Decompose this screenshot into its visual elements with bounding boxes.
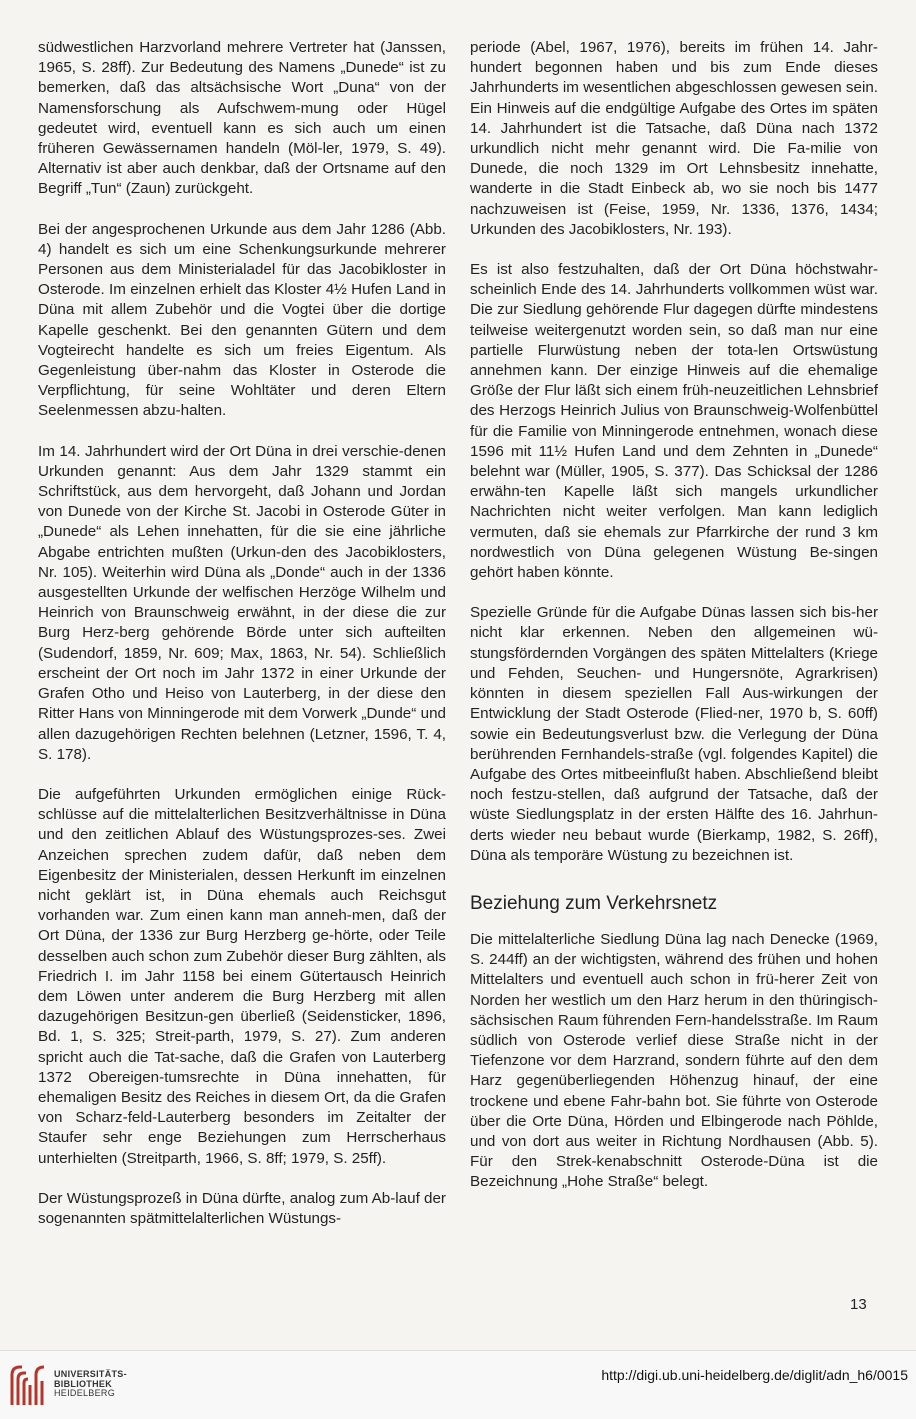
library-logo-icon[interactable] [8, 1361, 48, 1407]
page-number: 13 [850, 1296, 867, 1313]
paragraph: Bei der angesprochenen Urkunde aus dem Jahr 1286 (Abb. 4) handelt es sich um eine Schenkungsurkunde mehrerer Personen aus dem Ministerialadel für das Jacobikloster in Osterode. Im einzelnen erhielt das Kloster 4½ Hufen Land in Düna mit allem Zubehör und die Vogtei über die dortige Kapelle geschenkt. Bei den genannten Gütern und dem Vogteirecht handelte es sich um freies Eigentum. Als Gegenleistung über-nahm das Kloster in Osterode die Verpflichtung, für seine Wohltäter und deren Eltern Seelenmessen abzu-halten. [38, 220, 446, 420]
paragraph: Im 14. Jahrhundert wird der Ort Düna in drei verschie-denen Urkunden genannt: Aus dem Jahr 1329 stammt ein Schriftstück, aus dem hervorgeht, daß Johann und Jordan von Dunede von der Kirche St. Jacobi in Osterode Güter in „Dunede“ als Lehen innehatten, für die sie eine jährliche Abgabe entrichten mußten (Urkun-den des Jacobiklosters, Nr. 105). Weiterhin wird Düna als „Donde“ auch in der 1336 ausgestellten Urkunde der welfischen Herzöge Wilhelm und Heinrich von Braunschweig erwähnt, in der diese die zur Burg Herz-berg gehörende Börde unter sich aufteilten (Sudendorf, 1859, Nr. 609; Max, 1863, Nr. 54). Schließlich erscheint der Ort noch im Jahr 1372 in einer Urkunde der Grafen Otho und Heiso von Lauterberg, in der diese den Ritter Hans von Minningerode mit dem Vorwerk „Dunde“ und allen dazugehörigen Rechten belehnen (Letzner, 1596, T. 4, S. 178). [38, 442, 446, 763]
paragraph: periode (Abel, 1967, 1976), bereits im frühen 14. Jahr-hundert begonnen haben und bis zum Ende dieses Jahrhunderts im wesentlichen abgeschlossen gewesen sein. Ein Hinweis auf die endgültige Aufgabe des Ortes im späten 14. Jahrhundert ist die Tatsache, daß Düna nach 1372 urkundlich nicht mehr genannt wird. Die Fa-milie von Dunede, die noch 1329 im Ort Lehnsbesitz innehatte, wanderte in die Stadt Einbeck ab, wo sie noch bis 1477 nachzuweisen ist (Feise, 1959, Nr. 1336, 1376, 1434; Urkunden des Jacobiklosters, Nr. 193). [470, 39, 878, 238]
library-name: UNIVERSITÄTS- BIBLIOTHEK HEIDELBERG [54, 1369, 127, 1398]
paragraph: Der Wüstungsprozeß in Düna dürfte, analog zum Ab-lauf der sogenannten spätmittelalterlichen Wüstungs- [38, 1189, 446, 1227]
paragraph: Die mittelalterliche Siedlung Düna lag nach Denecke (1969, S. 244ff) an der wichtigsten, während des frühen und hohen Mittelalters und eventuell auch schon in frü-herer Zeit von Norden her westlich um den Harz herum in den thüringisch-sächsischen Raum führenden Fern-handelsstraße. Im Raum südlich von Osterode verlief diese Straße nicht in der Tiefenzone vor dem Harzrand, sondern führte auf den dem Harz gegenüberliegenden Höhenzug hinauf, der eine trockene und ebene Fahr-bahn bot. Sie führte von Osterode über die Orte Düna, Hörden und Elbingerode nach Pöhlde, und von dort aus weiter in Richtung Nordhausen (Abb. 5). Für den Strek-kenabschnitt Osterode-Düna ist die Bezeichnung „Hohe Straße“ belegt. [470, 930, 878, 1191]
section-heading: Beziehung zum Verkehrsnetz [470, 892, 718, 914]
left-column [38, 38, 446, 1249]
paragraph: Spezielle Gründe für die Aufgabe Dünas lassen sich bis-her nicht klar erkennen. Neben den allgemeinen wü-stungsfördernden Vorgängen des späten Mittelalters (Kriege und Fehden, Seuchen- und Hungersnöte, Agrarkrisen) könnten in diesem speziellen Fall Aus-wirkungen der Entwicklung der Stadt Osterode (Flied-ner, 1970 b, S. 60ff) sowie ein Bedeutungsverlust bzw. die Verlegung der Düna berührenden Fernhandels-straße (vgl. folgendes Kapitel) die Aufgabe des Ortes mitbeeinflußt haben. Abschließend bleibt noch festzu-stellen, daß aufgrund der Tatsache, daß der wüste Siedlungsplatz in der ersten Hälfte des 16. Jahrhun-derts wieder neu bebaut wurde (Bierkamp, 1982, S. 26ff), Düna als temporäre Wüstung zu bezeichnen ist. [470, 604, 878, 864]
paragraph: Es ist also festzuhalten, daß der Ort Düna höchstwahr-scheinlich Ende des 14. Jahrhunderts vollkommen wüst war. Die zur Siedlung gehörende Flur dagegen dürfte mindestens teilweise weitergenutzt worden sein, so daß man nur eine partielle Flurwüstung neben der tota-len Ortswüstung annehmen kann. Der einzige Hinweis auf die ehemalige Größe der Flur läßt sich einem früh-neuzeitlichen Lehnsbrief des Herzogs Heinrich Julius von Braunschweig-Wolfenbüttel für die Familie von Minningerode entnehmen, wonach diese 1596 mit 11½ Hufen Land und dem Zehnten in „Dunede“ belehnt war (Müller, 1905, S. 377). Das Schicksal der 1286 erwähn-ten Kapelle läßt sich mangels urkundlicher Nachrichten nicht weiter verfolgen. Man kann lediglich vermuten, daß sie ehemals zur Pfarrkirche der rund 3 km nordwestlich von Düna gelegenen Wüstung Be-singen gehört haben könnte. [470, 261, 878, 582]
footer-bar [0, 1350, 916, 1419]
paragraph: südwestlichen Harzvorland mehrere Vertreter hat (Janssen, 1965, S. 28ff). Zur Bedeutung des Namens „Dunede“ ist zu bemerken, daß das altsächsische Wort „Duna“ von der Namensforschung als Aufschwem-mung oder Hügel gedeutet wird, eventuell kann es sich auch um einen früheren Gewässernamen handeln (Möl-ler, 1979, S. 49). Alternativ ist aber auch denkbar, daß der Ortsname auf den Begriff „Tun“ (Zaun) zurückgeht. [38, 39, 446, 198]
right-column [470, 38, 878, 1213]
paragraph: Die aufgeführten Urkunden ermöglichen einige Rück-schlüsse auf die mittelalterlichen Besitzverhältnisse in Düna und den zeitlichen Ablauf des Wüstungsprozes-ses. Zwei Anzeichen sprechen zudem dafür, daß neben dem Eigenbesitz der Ministerialen, dessen Herkunft im einzelnen nicht geklärt ist, in Düna ehemals auch Reichsgut vorhanden war. Zum einen kann man anneh-men, daß der Ort Düna, der 1336 zur Burg Herzberg ge-hörte, oder Teile desselben auch schon zum Zubehör dieser Burg zählten, als Friedrich I. im Jahr 1158 bei einem Gütertausch Heinrich dem Löwen unter anderem die Burg Herzberg mit allen dazugehörigen Besitzun-gen überließ (Seidensticker, 1896, Bd. 1, S. 325; Streit-parth, 1979, S. 27). Zum anderen spricht auch die Tat-sache, daß die Grafen von Lauterberg 1372 Obereigen-tumsrechte in Düna innehatten, für ehemaligen Besitz des Reiches in diesem Ort, da die Grafen von Scharz-feld-Lauterberg besonders im Zeitalter der Staufer sehr enge Beziehungen zum Herrscherhaus unterhielten (Streitparth, 1966, S. 8ff; 1979, S. 25ff). [38, 785, 446, 1167]
source-url-link[interactable]: http://digi.ub.uni-heidelberg.de/diglit/adn_h6/0015 [601, 1367, 908, 1383]
